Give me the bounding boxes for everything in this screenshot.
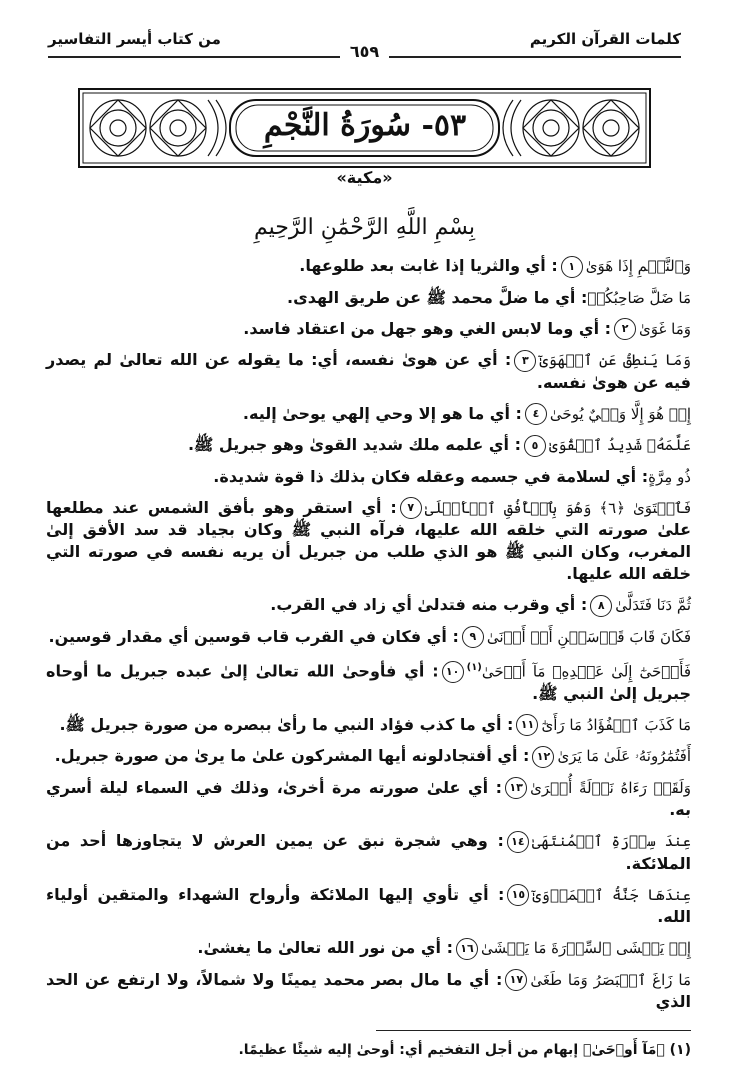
ayah-number: ١٥	[507, 884, 529, 906]
explanation: : أي والثريا إذا غابت بعد طلوعها.	[299, 256, 558, 275]
explanation: : أي ما كذب فؤاد النبي ما رأىٰ ببصره من صورة جبريل ﷺ.	[59, 714, 514, 734]
explanation: : أي عن هوىٰ نفسه، أي: ما يقوله عن الله تعالىٰ لم يصدر فيه عن هوىٰ نفسه.	[46, 350, 691, 392]
glossary-entry	[46, 714, 691, 737]
glossary-entry	[46, 969, 691, 1014]
glossary-entry	[46, 403, 691, 426]
glossary-entry	[46, 777, 691, 822]
glossary-entry	[46, 745, 691, 768]
glossary-entry	[46, 830, 691, 875]
ayah-number: ١٧	[505, 969, 527, 991]
footnote	[46, 1042, 691, 1058]
ayah-number: ٩	[462, 626, 484, 648]
explanation: : أي فأوحىٰ الله تعالىٰ إلىٰ عبده جبريل ما أوحاه جبريل إلىٰ النبي ﷺ.	[46, 661, 691, 703]
header-book-title: كلمات القرآن الكريم	[529, 30, 681, 48]
ayah-number: ٣	[514, 350, 536, 372]
quran-term: أَفَتُمَٰرُونَهُۥ عَلَىٰ مَا يَرَىٰ	[557, 747, 691, 766]
footnote-marker: (١)	[466, 662, 482, 673]
quran-term: إِنۡ هُوَ إِلَّا وَحۡيٌ يُوحَىٰ	[549, 404, 691, 423]
explanation: : أي علمه ملك شديد القوىٰ وهو جبريل ﷺ.	[187, 435, 521, 454]
quran-term: مَا كَذَبَ ٱلۡفُؤَادُ مَا رَأَىٰٓ	[541, 715, 691, 734]
quran-term: فَٱسۡتَوَىٰ ﴿٦﴾ وَهُوَ بِٱلۡأُفُقِ ٱلۡأَعۡلَىٰ	[424, 498, 691, 517]
footnote-text: إبهام من أجل التفخيم أي: أوحىٰ إليه شيئًا عظيمًا.	[238, 1042, 579, 1058]
quran-term: عِندَ سِدۡرَةِ ٱلۡمُنتَهَىٰ	[531, 832, 691, 851]
quran-term: وَمَا يَنطِقُ عَنِ ٱلۡهَوَىٰٓ	[539, 351, 691, 369]
explanation: : أي لسلامة في جسمه وعقله فكان بذلك ذا قوة شديدة.	[213, 466, 649, 486]
page-number: ٦٥٩	[340, 42, 389, 61]
explanation: : أي علىٰ صورته مرة أخرىٰ، وذلك في السماء ليلة أسري به.	[46, 777, 691, 820]
ayah-number: ١	[561, 256, 583, 278]
explanation: : أي ما مال بصر محمد يمينًا ولا شمالاً، ولا ارتفع عن الحد الذي	[46, 969, 691, 1012]
quran-term: فَأَوۡحَىٰٓ إِلَىٰ عَبۡدِهِۦ مَآ أَوۡحَىٰ	[481, 662, 691, 681]
footnote-term: ﴿مَآ أَوۡحَىٰ﴾	[583, 1042, 665, 1058]
glossary-entry	[46, 466, 691, 488]
surah-title: ٥٣- سُورَةُ النَّجْمِ	[263, 107, 467, 143]
ayah-number: ١٤	[507, 831, 529, 853]
glossary-entry	[46, 884, 691, 929]
glossary-entry	[46, 287, 691, 309]
quran-term: مَا ضَلَّ صَاحِبُكُمۡ	[587, 288, 691, 307]
quran-term: ذُو مِرَّةٍ	[648, 467, 691, 486]
ayah-number: ١٣	[505, 777, 527, 799]
explanation: : أي فكان في القرب قاب قوسين أي مقدار قوسين.	[48, 626, 459, 646]
header-source: من كتاب أيسر التفاسير	[48, 30, 221, 48]
explanation: : أي وقرب منه فتدلىٰ أي زاد في القرب.	[270, 595, 588, 614]
explanation: : وهي شجرة نبق عن يمين العرش لا يتجاوزها أحد من الملائكة.	[46, 831, 691, 873]
explanation: : أي وما لابس الغي وهو جهل من اعتقاد فاسد.	[243, 318, 612, 338]
glossary-entry	[46, 434, 691, 457]
explanation: : أي من نور الله تعالىٰ ما يغشىٰ.	[197, 938, 453, 958]
basmala: بِسْمِ اللَّهِ الرَّحْمَٰنِ الرَّحِيمِ	[253, 215, 476, 240]
glossary-entry	[46, 594, 691, 617]
revelation-type: «مكية»	[336, 168, 393, 187]
quran-term: فَكَانَ قَابَ قَوۡسَيۡنِ أَوۡ أَدۡنَىٰ	[486, 627, 691, 646]
quran-term: ثُمَّ دَنَا فَتَدَلَّىٰ	[615, 596, 691, 614]
quran-term: وَلَقَدۡ رَءَاهُ نَزۡلَةً أُخۡرَىٰ	[530, 778, 692, 797]
glossary-entry	[46, 349, 691, 394]
explanation: : أي أفتجادلونه أيها المشركون علىٰ ما يرىٰ من صورة جبريل.	[54, 746, 530, 766]
ayah-number: ٥	[524, 435, 546, 457]
ayah-number: ٢	[614, 318, 636, 340]
glossary-entry	[46, 255, 691, 278]
page-number-area	[0, 42, 729, 61]
explanation: : أي تأوي إليها الملائكة وأرواح الشهداء والمتقين أولياء الله.	[46, 884, 691, 927]
glossary-entry	[46, 657, 691, 705]
ayah-number: ١٠	[442, 661, 464, 683]
footnote-divider	[376, 1030, 691, 1031]
quran-term: عِندَهَا جَنَّةُ ٱلۡمَأۡوَىٰٓ	[532, 885, 691, 904]
glossary-entry	[46, 497, 691, 586]
explanation: : أي ما هو إلا وحي إلهي يوحىٰ إليه.	[242, 403, 522, 423]
quran-term: مَا زَاغَ ٱلۡبَصَرُ وَمَا طَغَىٰ	[530, 970, 691, 989]
quran-term: إِذۡ يَغۡشَى ٱلسِّدۡرَةَ مَا يَغۡشَىٰ	[480, 939, 691, 958]
explanation: : أي استقر وهو بأفق الشمس عند مطلعها علىٰ صورته التي خلقه الله عليها، فرآه النبي ﷺ وكان بجياد قد سد الأفق إلىٰ المغرب، وكان النبي ﷺ هو الذي طلب من جبريل أن يريه نفسه في صورته التي خلقه الله عليها.	[46, 497, 691, 583]
glossary-entry	[46, 626, 691, 649]
ayah-number: ١٦	[456, 938, 478, 960]
footnote-number: (١)	[669, 1042, 691, 1058]
ayah-number: ٧	[400, 497, 422, 519]
quran-term: عَلَّمَهُۥ شَدِيدُ ٱلۡقُوَىٰ	[548, 436, 691, 454]
explanation: : أي ما ضلَّ محمد ﷺ عن طريق الهدى.	[287, 287, 588, 307]
quran-term: وَٱلنَّجۡمِ إِذَا هَوَىٰ	[585, 257, 691, 275]
ayah-number: ١٢	[532, 746, 554, 768]
glossary-entry	[46, 318, 691, 341]
glossary-entry	[46, 937, 691, 960]
ayah-number: ٨	[590, 595, 612, 617]
ayah-number: ٤	[525, 403, 547, 425]
glossary-list	[46, 255, 691, 1022]
quran-term: وَمَا غَوَىٰ	[639, 319, 691, 338]
ayah-number: ١١	[516, 714, 538, 736]
